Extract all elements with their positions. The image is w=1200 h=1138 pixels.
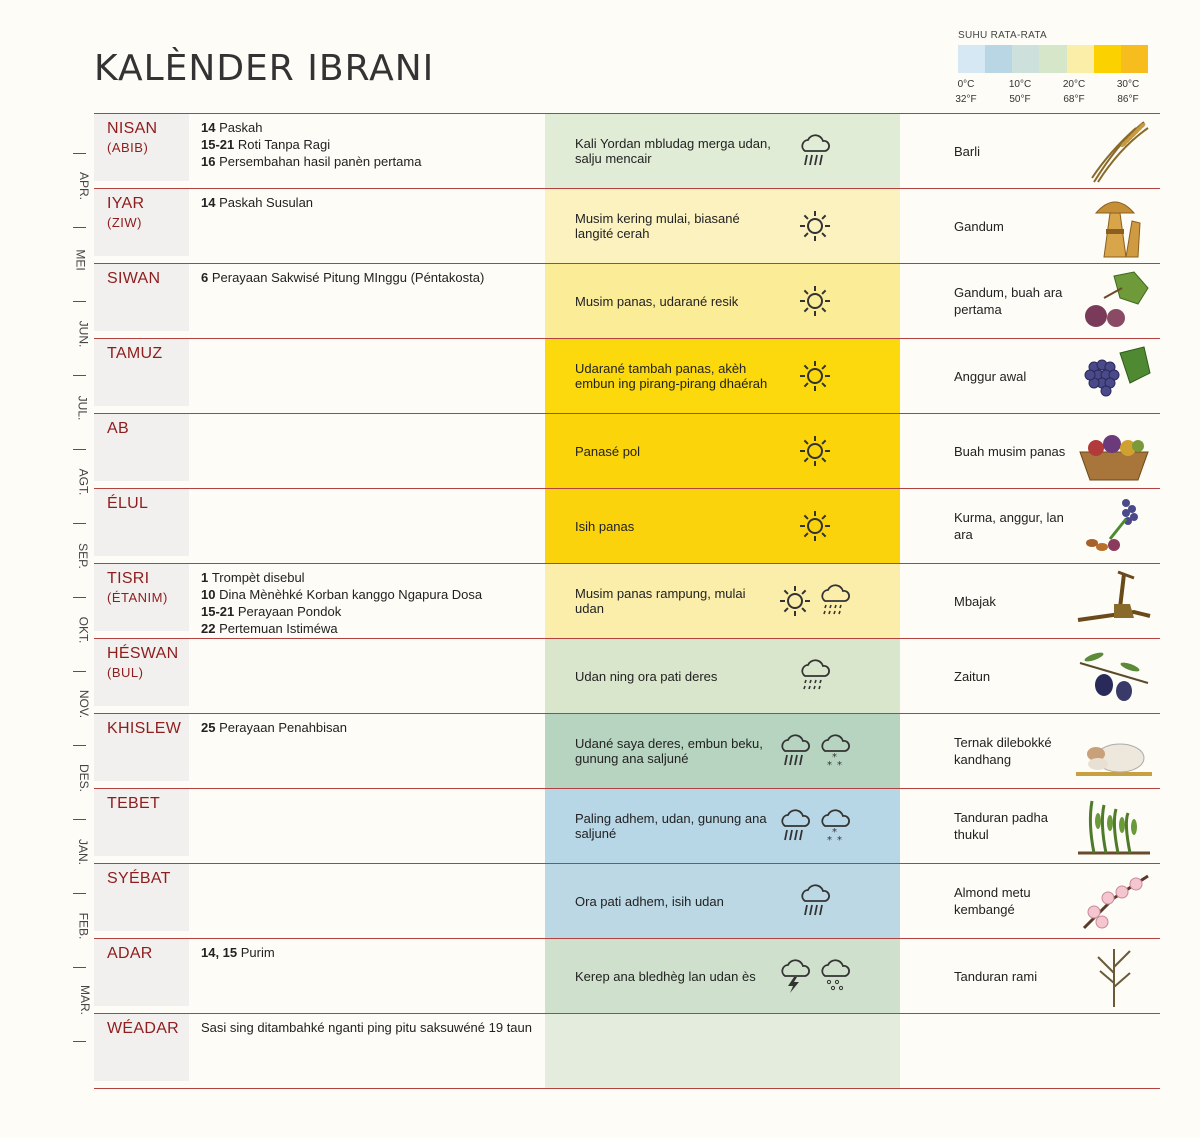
temperature-legend bbox=[955, 30, 1158, 107]
sidebar-month-text: MEI bbox=[73, 249, 88, 271]
legend-swatch bbox=[1067, 45, 1094, 73]
weather-description bbox=[575, 639, 775, 713]
event-item bbox=[201, 1019, 541, 1036]
weather-description bbox=[575, 864, 775, 938]
calendar-row bbox=[94, 863, 1160, 938]
sidebar-month-label bbox=[70, 468, 91, 496]
weather-cell bbox=[545, 264, 900, 338]
sidebar-month-label bbox=[70, 171, 92, 201]
weather-icons bbox=[797, 283, 833, 324]
crop-text: Gandum, buah ara pertama bbox=[954, 285, 1063, 317]
crop-text: Ternak dilebokké kandhang bbox=[954, 735, 1052, 767]
event-item bbox=[201, 269, 541, 286]
weather-description bbox=[575, 789, 775, 863]
calendar-row bbox=[94, 713, 1160, 788]
legend-tick-fahrenheit: 68°F bbox=[1063, 94, 1085, 105]
weather-cell bbox=[545, 189, 900, 263]
legend-tick-celsius: 10°C bbox=[1008, 79, 1032, 90]
sidebar-month-text: JUL. bbox=[75, 395, 90, 421]
month-cell bbox=[94, 339, 189, 406]
event-item bbox=[201, 194, 541, 211]
weather-description bbox=[575, 264, 775, 338]
weather-cell bbox=[545, 564, 900, 638]
olive-icon bbox=[1074, 643, 1154, 709]
weather-cell bbox=[545, 414, 900, 488]
sidebar-divider bbox=[73, 153, 86, 154]
sidebar-divider bbox=[73, 597, 86, 598]
crop-label bbox=[954, 114, 1074, 188]
legend-swatch bbox=[958, 45, 985, 73]
events-list bbox=[201, 194, 541, 211]
calendar-row bbox=[94, 938, 1160, 1013]
sidebar-divider bbox=[73, 301, 86, 302]
calendar-row bbox=[94, 488, 1160, 563]
month-cell bbox=[94, 939, 189, 1006]
crop-label bbox=[954, 639, 1074, 713]
weather-description bbox=[575, 489, 775, 563]
svg-text:*: * bbox=[832, 827, 837, 838]
weather-text: Panasé pol bbox=[575, 443, 641, 459]
rain-cloud-icon bbox=[797, 883, 833, 924]
month-cell bbox=[94, 564, 189, 631]
crop-text: Tanduran rami bbox=[954, 968, 1038, 984]
crop-label bbox=[954, 189, 1074, 263]
weather-icons bbox=[797, 133, 833, 174]
weather-cell bbox=[545, 339, 900, 413]
weather-description bbox=[575, 414, 775, 488]
sheep-icon bbox=[1074, 718, 1154, 784]
rain-cloud-icon bbox=[777, 733, 813, 774]
crop-text: Kurma, anggur, lan ara bbox=[954, 510, 1064, 542]
legend-title: SUHU RATA-RATA bbox=[958, 30, 1048, 41]
event-item bbox=[201, 569, 541, 586]
month-name: ADAR bbox=[107, 945, 153, 962]
event-item bbox=[201, 153, 541, 170]
sidebar-month-text: SEP. bbox=[75, 543, 90, 569]
weather-description bbox=[575, 714, 775, 788]
svg-text:*: * bbox=[832, 752, 837, 763]
weather-icons bbox=[797, 883, 833, 924]
calendar-row bbox=[94, 563, 1160, 638]
weather-text: Musim panas, udarané resik bbox=[575, 293, 739, 309]
crop-text: Almond metu kembangé bbox=[954, 885, 1031, 917]
month-cell bbox=[94, 1014, 189, 1081]
sun-icon bbox=[777, 583, 813, 624]
crop-label bbox=[954, 714, 1074, 788]
legend-tick-celsius: 20°C bbox=[1062, 79, 1086, 90]
sidebar-month-text: NOV. bbox=[77, 689, 92, 719]
weather-icons bbox=[797, 658, 833, 699]
sun-icon bbox=[797, 508, 833, 549]
calendar-row bbox=[94, 788, 1160, 863]
legend-tick-label bbox=[1000, 77, 1040, 107]
event-date: 14 bbox=[201, 120, 220, 135]
weather-icons bbox=[797, 508, 833, 549]
event-name: Pertemuan Istiméwa bbox=[219, 621, 338, 636]
event-name: Dina Mènèhké Korban kanggo Ngapura Dosa bbox=[219, 587, 483, 602]
month-cell bbox=[94, 489, 189, 556]
event-name: Sasi sing ditambahké nganti ping pitu saksuwéné 19 taun bbox=[201, 1020, 532, 1035]
weather-icons bbox=[797, 433, 833, 474]
wheat-sheaf-icon bbox=[1074, 193, 1154, 259]
svg-text:*: * bbox=[837, 835, 842, 844]
sidebar-month-text: FEB. bbox=[76, 912, 91, 940]
sidebar-month-text: OKT. bbox=[76, 616, 91, 644]
legend-tick-celsius: 0°C bbox=[957, 79, 975, 90]
legend-tick-fahrenheit: 50°F bbox=[1009, 94, 1031, 105]
drizzle-cloud-icon bbox=[817, 583, 853, 624]
month-name: SIWAN bbox=[107, 270, 161, 287]
crop-label bbox=[954, 939, 1074, 1013]
event-name: Paskah Susulan bbox=[219, 195, 314, 210]
weather-cell bbox=[545, 864, 900, 938]
weather-text: Udarané tambah panas, akèh embun ing pirang-pirang dhaérah bbox=[575, 361, 768, 391]
sidebar-divider bbox=[73, 1041, 86, 1042]
gregorian-month-sidebar bbox=[70, 113, 90, 1073]
sidebar-divider bbox=[73, 671, 86, 672]
fruit-basket-icon bbox=[1074, 418, 1154, 484]
sun-icon bbox=[797, 433, 833, 474]
sidebar-month-label bbox=[70, 249, 90, 271]
sun-icon bbox=[797, 283, 833, 324]
sidebar-month-label bbox=[70, 985, 92, 1015]
crop-label bbox=[954, 339, 1074, 413]
svg-text:*: * bbox=[827, 760, 832, 769]
legend-color-scale bbox=[958, 45, 1148, 73]
weather-description bbox=[575, 114, 775, 188]
month-name: TISRI bbox=[107, 570, 150, 587]
legend-swatch bbox=[985, 45, 1012, 73]
month-alt-name: (ABIB) bbox=[107, 140, 149, 155]
dates-grapes-icon bbox=[1074, 493, 1154, 559]
sidebar-month-text: JAN. bbox=[76, 838, 91, 866]
sun-icon bbox=[797, 358, 833, 399]
sidebar-month-label bbox=[70, 912, 91, 940]
month-cell bbox=[94, 189, 189, 256]
weather-text: Udané saya deres, embun beku, gunung ana saljuné bbox=[575, 736, 763, 766]
month-name: KHISLEW bbox=[107, 720, 182, 737]
legend-tick-fahrenheit: 86°F bbox=[1117, 94, 1139, 105]
calendar-row bbox=[94, 113, 1160, 188]
almond-blossom-icon bbox=[1074, 868, 1154, 934]
weather-description bbox=[575, 189, 775, 263]
drizzle-cloud-icon bbox=[797, 658, 833, 699]
sidebar-divider bbox=[73, 375, 86, 376]
crop-text: Zaitun bbox=[954, 668, 991, 684]
weather-text: Kerep ana bledhèg lan udan ès bbox=[575, 968, 756, 984]
event-date: 10 bbox=[201, 587, 220, 602]
sidebar-divider bbox=[73, 227, 86, 228]
sidebar-month-text: MAR. bbox=[78, 985, 92, 1015]
month-cell bbox=[94, 864, 189, 931]
sidebar-month-label bbox=[70, 838, 91, 866]
weather-text: Ora pati adhem, isih udan bbox=[575, 893, 724, 909]
month-alt-name: (ÉTANIM) bbox=[107, 590, 168, 605]
event-date: 22 bbox=[201, 621, 220, 636]
fig-icon bbox=[1074, 268, 1154, 334]
calendar-row bbox=[94, 263, 1160, 338]
legend-tick-label bbox=[1054, 77, 1094, 107]
month-cell bbox=[94, 414, 189, 481]
sidebar-divider bbox=[73, 745, 86, 746]
weather-cell bbox=[545, 114, 900, 188]
legend-swatch bbox=[1012, 45, 1039, 73]
event-name: Persembahan hasil panèn pertama bbox=[219, 154, 422, 169]
weather-icons bbox=[797, 358, 833, 399]
event-item bbox=[201, 603, 541, 620]
calendar-row bbox=[94, 413, 1160, 488]
calendar-row bbox=[94, 188, 1160, 263]
weather-description bbox=[575, 339, 775, 413]
weather-icons bbox=[777, 958, 853, 999]
weather-cell bbox=[545, 489, 900, 563]
month-name: AB bbox=[107, 420, 129, 437]
snow-cloud-icon bbox=[817, 808, 853, 849]
legend-tick-fahrenheit: 32°F bbox=[955, 94, 977, 105]
month-alt-name: (ZIW) bbox=[107, 215, 142, 230]
month-name: ÉLUL bbox=[107, 495, 149, 512]
legend-tick-label bbox=[1108, 77, 1148, 107]
hail-cloud-icon bbox=[817, 958, 853, 999]
plow-icon bbox=[1074, 568, 1154, 634]
legend-ticks bbox=[955, 73, 1158, 107]
weather-description bbox=[575, 564, 775, 638]
weather-description bbox=[575, 939, 775, 1013]
events-list bbox=[201, 719, 541, 736]
month-name: TEBET bbox=[107, 795, 161, 812]
event-name: Roti Tanpa Ragi bbox=[237, 137, 331, 152]
legend-swatch bbox=[1094, 45, 1121, 73]
weather-icons bbox=[797, 208, 833, 249]
legend-tick-label bbox=[946, 77, 986, 107]
crop-label bbox=[954, 414, 1074, 488]
events-list bbox=[201, 119, 541, 170]
sidebar-divider bbox=[73, 893, 86, 894]
event-item bbox=[201, 620, 541, 637]
event-date: 16 bbox=[201, 154, 220, 169]
sidebar-divider bbox=[73, 967, 86, 968]
crop-text: Barli bbox=[954, 143, 981, 159]
sidebar-divider bbox=[73, 523, 86, 524]
sun-icon bbox=[797, 208, 833, 249]
month-cell bbox=[94, 114, 189, 181]
event-item bbox=[201, 136, 541, 153]
month-cell bbox=[94, 789, 189, 856]
month-cell bbox=[94, 264, 189, 331]
month-cell bbox=[94, 639, 189, 706]
crop-label bbox=[954, 264, 1074, 338]
calendar-row bbox=[94, 338, 1160, 413]
crop-label bbox=[954, 489, 1074, 563]
sidebar-month-text: APR. bbox=[77, 171, 92, 201]
weather-cell bbox=[545, 789, 900, 863]
crop-label bbox=[954, 564, 1074, 638]
calendar-row bbox=[94, 1013, 1160, 1089]
event-date: 1 bbox=[201, 570, 212, 585]
event-name: Perayaan Pondok bbox=[237, 604, 342, 619]
sprout-icon bbox=[1074, 793, 1154, 859]
month-name: TAMUZ bbox=[107, 345, 163, 362]
weather-text: Udan ning ora pati deres bbox=[575, 668, 718, 684]
weather-text: Musim kering mulai, biasané langité cerah bbox=[575, 211, 740, 241]
event-date: 14 bbox=[201, 195, 220, 210]
event-name: Perayaan Sakwisé Pitung MInggu (Péntakosta) bbox=[211, 270, 485, 285]
calendar-table bbox=[94, 113, 1160, 1089]
sidebar-divider bbox=[73, 449, 86, 450]
sidebar-month-label bbox=[70, 763, 92, 793]
weather-cell bbox=[545, 714, 900, 788]
barley-icon bbox=[1074, 118, 1154, 184]
event-date: 15-21 bbox=[201, 137, 238, 152]
crop-text: Mbajak bbox=[954, 593, 996, 609]
crop-text: Buah musim panas bbox=[954, 443, 1066, 459]
sidebar-month-text: DES. bbox=[77, 763, 92, 793]
month-name: WÉADAR bbox=[107, 1020, 180, 1037]
event-name: Purim bbox=[240, 945, 275, 960]
weather-icons bbox=[777, 583, 853, 624]
weather-cell bbox=[545, 939, 900, 1013]
event-item bbox=[201, 586, 541, 603]
sidebar-month-label bbox=[70, 689, 92, 719]
flax-icon bbox=[1074, 943, 1154, 1009]
grapes-icon bbox=[1074, 343, 1154, 409]
crop-label bbox=[954, 864, 1074, 938]
page-title: KALÈNDER IBRANI bbox=[94, 48, 435, 89]
event-name: Paskah bbox=[219, 120, 263, 135]
snow-cloud-icon bbox=[817, 733, 853, 774]
weather-icons bbox=[777, 808, 853, 849]
event-item bbox=[201, 719, 541, 736]
sidebar-month-text: AGT. bbox=[76, 468, 91, 496]
sidebar-month-label bbox=[70, 320, 91, 348]
weather-icons bbox=[777, 733, 853, 774]
svg-text:*: * bbox=[837, 760, 842, 769]
event-date: 6 bbox=[201, 270, 212, 285]
events-list bbox=[201, 944, 541, 961]
event-date: 14, 15 bbox=[201, 945, 241, 960]
month-name: SYÉBAT bbox=[107, 870, 171, 887]
month-name: NISAN bbox=[107, 120, 158, 137]
event-item bbox=[201, 944, 541, 961]
weather-text: Isih panas bbox=[575, 518, 635, 534]
weather-text: Musim panas rampung, mulai udan bbox=[575, 586, 746, 616]
crop-text: Gandum bbox=[954, 218, 1004, 234]
weather-text: Kali Yordan mbludag merga udan, salju mencair bbox=[575, 136, 771, 166]
svg-text:*: * bbox=[827, 835, 832, 844]
sidebar-month-text: JUN. bbox=[76, 320, 91, 348]
month-name: IYAR bbox=[107, 195, 145, 212]
event-date: 25 bbox=[201, 720, 220, 735]
weather-text: Paling adhem, udan, gunung ana saljuné bbox=[575, 811, 767, 841]
event-name: Trompèt disebul bbox=[211, 570, 305, 585]
events-list bbox=[201, 1019, 541, 1036]
event-date: 15-21 bbox=[201, 604, 238, 619]
thunder-cloud-icon bbox=[777, 958, 813, 999]
weather-cell bbox=[545, 1014, 900, 1088]
legend-swatch bbox=[1121, 45, 1148, 73]
events-list bbox=[201, 269, 541, 286]
rain-cloud-icon bbox=[797, 133, 833, 174]
events-list bbox=[201, 569, 541, 637]
weather-cell bbox=[545, 639, 900, 713]
rain-cloud-icon bbox=[777, 808, 813, 849]
month-alt-name: (BUL) bbox=[107, 665, 144, 680]
legend-swatch bbox=[1039, 45, 1066, 73]
month-cell bbox=[94, 714, 189, 781]
sidebar-month-label bbox=[70, 616, 91, 644]
crop-text: Anggur awal bbox=[954, 368, 1027, 384]
legend-tick-celsius: 30°C bbox=[1116, 79, 1140, 90]
crop-label bbox=[954, 789, 1074, 863]
crop-text: Tanduran padha thukul bbox=[954, 810, 1048, 842]
sidebar-month-label bbox=[70, 543, 90, 569]
calendar-row bbox=[94, 638, 1160, 713]
sidebar-month-label bbox=[70, 395, 90, 421]
event-name: Perayaan Penahbisan bbox=[219, 720, 348, 735]
sidebar-divider bbox=[73, 819, 86, 820]
month-name: HÉSWAN bbox=[107, 645, 179, 662]
event-item bbox=[201, 119, 541, 136]
